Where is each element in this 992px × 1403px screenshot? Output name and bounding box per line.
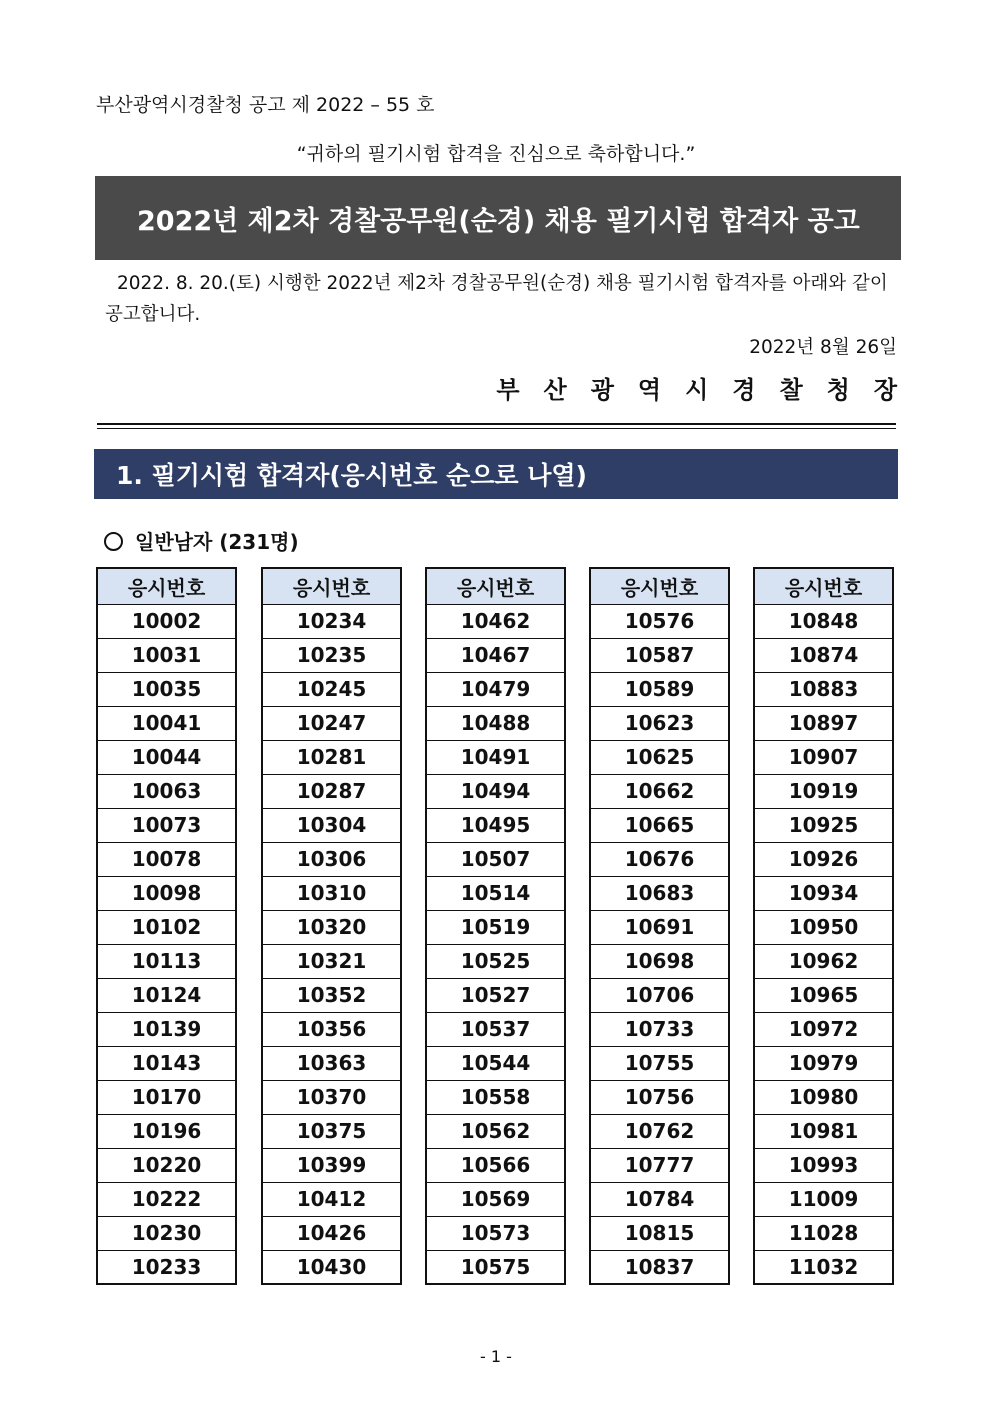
column-header: 응시번호 (262, 568, 401, 604)
table-row (262, 672, 401, 706)
table-row (262, 1182, 401, 1216)
table-row (262, 604, 401, 638)
table-row (97, 638, 236, 672)
applicant-number-cell: 10041 (97, 706, 236, 740)
applicant-number-cell: 10979 (754, 1046, 893, 1080)
table-row (426, 944, 565, 978)
table-row (426, 876, 565, 910)
table-row (426, 1080, 565, 1114)
table-row (97, 842, 236, 876)
applicant-number-cell: 10784 (590, 1182, 729, 1216)
column-header: 응시번호 (590, 568, 729, 604)
table-row (590, 978, 729, 1012)
table-row (262, 1012, 401, 1046)
table-row (754, 1182, 893, 1216)
applicant-number-cell: 10078 (97, 842, 236, 876)
issuer-name: 부산광역시경찰청장 (496, 376, 921, 404)
applicant-number-cell: 10962 (754, 944, 893, 978)
table-row (754, 604, 893, 638)
applicant-number-cell: 10494 (426, 774, 565, 808)
table-row (590, 842, 729, 876)
table-row (590, 910, 729, 944)
applicant-number-cell: 11028 (754, 1216, 893, 1250)
table-row (590, 944, 729, 978)
table-row (262, 808, 401, 842)
table-row (754, 706, 893, 740)
applicant-number-cell: 10430 (262, 1250, 401, 1284)
table-row (97, 978, 236, 1012)
table-row (97, 1250, 236, 1284)
table-row (97, 1114, 236, 1148)
applicant-number-cell: 10576 (590, 604, 729, 638)
applicant-number-cell: 10143 (97, 1046, 236, 1080)
applicant-number-cell: 10562 (426, 1114, 565, 1148)
applicant-number-cell: 10233 (97, 1250, 236, 1284)
applicant-number-cell: 10934 (754, 876, 893, 910)
title-banner (95, 176, 901, 260)
applicant-number-cell: 10399 (262, 1148, 401, 1182)
table-row (97, 1012, 236, 1046)
applicant-number-cell: 10897 (754, 706, 893, 740)
table-row (262, 1080, 401, 1114)
applicant-number-cell: 10098 (97, 876, 236, 910)
table-row (262, 876, 401, 910)
applicant-number-cell: 10375 (262, 1114, 401, 1148)
table-row (262, 706, 401, 740)
column-header: 응시번호 (97, 568, 236, 604)
applicant-number-cell: 10837 (590, 1250, 729, 1284)
table-row (426, 910, 565, 944)
table-row (590, 1012, 729, 1046)
table-row (754, 842, 893, 876)
table-row (426, 604, 565, 638)
applicant-number-cell: 10170 (97, 1080, 236, 1114)
table-row (754, 1216, 893, 1250)
applicant-number-cell: 10310 (262, 876, 401, 910)
table-row (590, 740, 729, 774)
table-row (426, 1216, 565, 1250)
group-label (104, 526, 299, 555)
applicant-number-cell: 10537 (426, 1012, 565, 1046)
applicant-number-cell: 10883 (754, 672, 893, 706)
applicant-number-cell: 10566 (426, 1148, 565, 1182)
applicant-number-cell: 10321 (262, 944, 401, 978)
applicant-number-cell: 10762 (590, 1114, 729, 1148)
table-row (426, 740, 565, 774)
divider-line (97, 423, 896, 429)
table-row (754, 774, 893, 808)
table-row (590, 1114, 729, 1148)
table-row (590, 1046, 729, 1080)
table-row (754, 978, 893, 1012)
table-row (754, 1046, 893, 1080)
table-row (97, 604, 236, 638)
applicant-number-cell: 10993 (754, 1148, 893, 1182)
intro-text: 2022. 8. 20.(토) 시행한 2022년 제2차 경찰공무원(순경) 채용 필기시험 합격자를 아래와 같이 공고합니다. (105, 273, 888, 325)
applicant-number-cell: 10519 (426, 910, 565, 944)
table-row (97, 1046, 236, 1080)
applicant-number-cell: 10491 (426, 740, 565, 774)
table-row (262, 1046, 401, 1080)
table-row (262, 740, 401, 774)
applicant-number-cell: 10370 (262, 1080, 401, 1114)
applicant-number-cell: 10691 (590, 910, 729, 944)
applicant-number-cell: 10623 (590, 706, 729, 740)
applicant-number-cell: 10356 (262, 1012, 401, 1046)
table-row (754, 740, 893, 774)
table-row (754, 638, 893, 672)
applicant-number-cell: 10919 (754, 774, 893, 808)
table-row (262, 774, 401, 808)
intro-paragraph (105, 268, 897, 330)
table-row (262, 1114, 401, 1148)
group-label-text: 일반남자 (231명) (135, 530, 299, 554)
applicant-number-cell: 10925 (754, 808, 893, 842)
applicant-number-cell: 10965 (754, 978, 893, 1012)
applicant-number-cell: 10662 (590, 774, 729, 808)
applicant-number-cell: 10676 (590, 842, 729, 876)
applicant-number-cell: 10479 (426, 672, 565, 706)
table-row (262, 944, 401, 978)
column-header: 응시번호 (754, 568, 893, 604)
table-row (754, 876, 893, 910)
table-row (426, 1046, 565, 1080)
table-row (262, 910, 401, 944)
table-row (754, 1080, 893, 1114)
section-title: 1. 필기시험 합격자(응시번호 순으로 나열) (116, 461, 587, 490)
table-row (590, 1182, 729, 1216)
table-row (426, 1148, 565, 1182)
applicant-number-cell: 10044 (97, 740, 236, 774)
page-number: - 1 - (480, 1347, 512, 1366)
table-row (590, 672, 729, 706)
table-row (590, 876, 729, 910)
applicant-number-cell: 10874 (754, 638, 893, 672)
table-row (262, 842, 401, 876)
table-row (97, 706, 236, 740)
table-row (97, 1080, 236, 1114)
table-row (97, 808, 236, 842)
applicant-number-cell: 10665 (590, 808, 729, 842)
applicant-number-cell: 10625 (590, 740, 729, 774)
table-row (262, 1250, 401, 1284)
applicant-number-cell: 10426 (262, 1216, 401, 1250)
applicant-number-cell: 10287 (262, 774, 401, 808)
applicant-number-cell: 10926 (754, 842, 893, 876)
circle-bullet-icon (104, 532, 123, 551)
applicant-number-cell: 10245 (262, 672, 401, 706)
applicant-number-cell: 10035 (97, 672, 236, 706)
table-row (97, 672, 236, 706)
table-row (97, 1182, 236, 1216)
applicant-number-cell: 10222 (97, 1182, 236, 1216)
applicant-number-cell: 10073 (97, 808, 236, 842)
table-row (590, 706, 729, 740)
table-row (426, 672, 565, 706)
table-row (426, 842, 565, 876)
table-row (754, 944, 893, 978)
number-column-table (753, 567, 894, 1285)
applicant-number-cell: 10777 (590, 1148, 729, 1182)
table-row (426, 808, 565, 842)
applicant-number-cell: 11032 (754, 1250, 893, 1284)
table-row (754, 672, 893, 706)
applicant-number-cell: 10733 (590, 1012, 729, 1046)
applicant-number-cell: 10124 (97, 978, 236, 1012)
page-title: 2022년 제2차 경찰공무원(순경) 채용 필기시험 합격자 공고 (137, 205, 860, 237)
applicant-number-cell: 10235 (262, 638, 401, 672)
applicant-number-cell: 10569 (426, 1182, 565, 1216)
number-column-table (96, 567, 237, 1285)
table-row (262, 1216, 401, 1250)
table-row (97, 910, 236, 944)
number-column-table (589, 567, 730, 1285)
applicant-number-cell: 10495 (426, 808, 565, 842)
applicant-number-cell: 10113 (97, 944, 236, 978)
table-row (590, 1250, 729, 1284)
table-row (426, 978, 565, 1012)
table-row (754, 808, 893, 842)
table-row (590, 1148, 729, 1182)
applicant-number-cell: 10352 (262, 978, 401, 1012)
table-row (590, 1080, 729, 1114)
applicant-number-cell: 10063 (97, 774, 236, 808)
applicant-number-cell: 10514 (426, 876, 565, 910)
announcement-date: 2022년 8월 26일 (749, 337, 897, 358)
applicant-number-cell: 10544 (426, 1046, 565, 1080)
number-column-table (261, 567, 402, 1285)
applicant-number-cell: 10363 (262, 1046, 401, 1080)
applicant-number-cell: 10306 (262, 842, 401, 876)
applicant-number-cell: 10488 (426, 706, 565, 740)
applicant-number-cell: 10972 (754, 1012, 893, 1046)
table-row (590, 808, 729, 842)
applicant-number-cell: 10981 (754, 1114, 893, 1148)
applicant-number-cell: 10462 (426, 604, 565, 638)
applicant-number-cell: 10412 (262, 1182, 401, 1216)
applicant-number-cell: 10815 (590, 1216, 729, 1250)
table-row (590, 774, 729, 808)
applicant-number-cell: 10558 (426, 1080, 565, 1114)
table-row (426, 1114, 565, 1148)
applicant-number-cell: 10683 (590, 876, 729, 910)
applicant-number-cell: 10230 (97, 1216, 236, 1250)
applicant-number-cell: 11009 (754, 1182, 893, 1216)
applicant-number-cell: 10002 (97, 604, 236, 638)
applicant-number-cell: 10281 (262, 740, 401, 774)
notice-number: 부산광역시경찰청 공고 제 2022 – 55 호 (96, 94, 435, 116)
applicant-number-cell: 10848 (754, 604, 893, 638)
table-row (754, 1250, 893, 1284)
applicant-number-cell: 10525 (426, 944, 565, 978)
applicant-number-cell: 10467 (426, 638, 565, 672)
applicant-number-cell: 10589 (590, 672, 729, 706)
table-row (97, 774, 236, 808)
applicant-number-cell: 10527 (426, 978, 565, 1012)
table-row (426, 774, 565, 808)
table-row (754, 1012, 893, 1046)
applicant-number-cell: 10907 (754, 740, 893, 774)
table-row (97, 740, 236, 774)
table-row (754, 1148, 893, 1182)
applicant-number-cell: 10950 (754, 910, 893, 944)
table-row (97, 876, 236, 910)
section-banner (94, 449, 898, 499)
applicant-number-cell: 10756 (590, 1080, 729, 1114)
table-row (97, 1216, 236, 1250)
table-row (590, 604, 729, 638)
table-row (262, 1148, 401, 1182)
applicant-number-cell: 10320 (262, 910, 401, 944)
table-row (97, 944, 236, 978)
table-row (590, 638, 729, 672)
applicant-number-cell: 10698 (590, 944, 729, 978)
table-row (426, 1012, 565, 1046)
applicant-number-cell: 10573 (426, 1216, 565, 1250)
column-header: 응시번호 (426, 568, 565, 604)
table-row (262, 638, 401, 672)
table-row (97, 1148, 236, 1182)
applicant-number-cell: 10706 (590, 978, 729, 1012)
applicant-number-cell: 10575 (426, 1250, 565, 1284)
applicant-number-cell: 10220 (97, 1148, 236, 1182)
table-row (262, 978, 401, 1012)
applicant-number-cell: 10139 (97, 1012, 236, 1046)
applicant-number-cell: 10304 (262, 808, 401, 842)
table-row (754, 910, 893, 944)
applicant-number-cell: 10980 (754, 1080, 893, 1114)
congratulation-message: “귀하의 필기시험 합격을 진심으로 축하합니다.” (296, 143, 696, 165)
table-row (426, 638, 565, 672)
table-row (426, 706, 565, 740)
applicant-number-cell: 10507 (426, 842, 565, 876)
applicant-number-cell: 10196 (97, 1114, 236, 1148)
table-row (590, 1216, 729, 1250)
applicant-number-cell: 10755 (590, 1046, 729, 1080)
applicant-number-cell: 10102 (97, 910, 236, 944)
applicant-number-cell: 10031 (97, 638, 236, 672)
table-row (426, 1250, 565, 1284)
table-row (426, 1182, 565, 1216)
applicant-number-cell: 10234 (262, 604, 401, 638)
applicant-number-cell: 10587 (590, 638, 729, 672)
table-row (754, 1114, 893, 1148)
applicant-number-cell: 10247 (262, 706, 401, 740)
number-column-table (425, 567, 566, 1285)
